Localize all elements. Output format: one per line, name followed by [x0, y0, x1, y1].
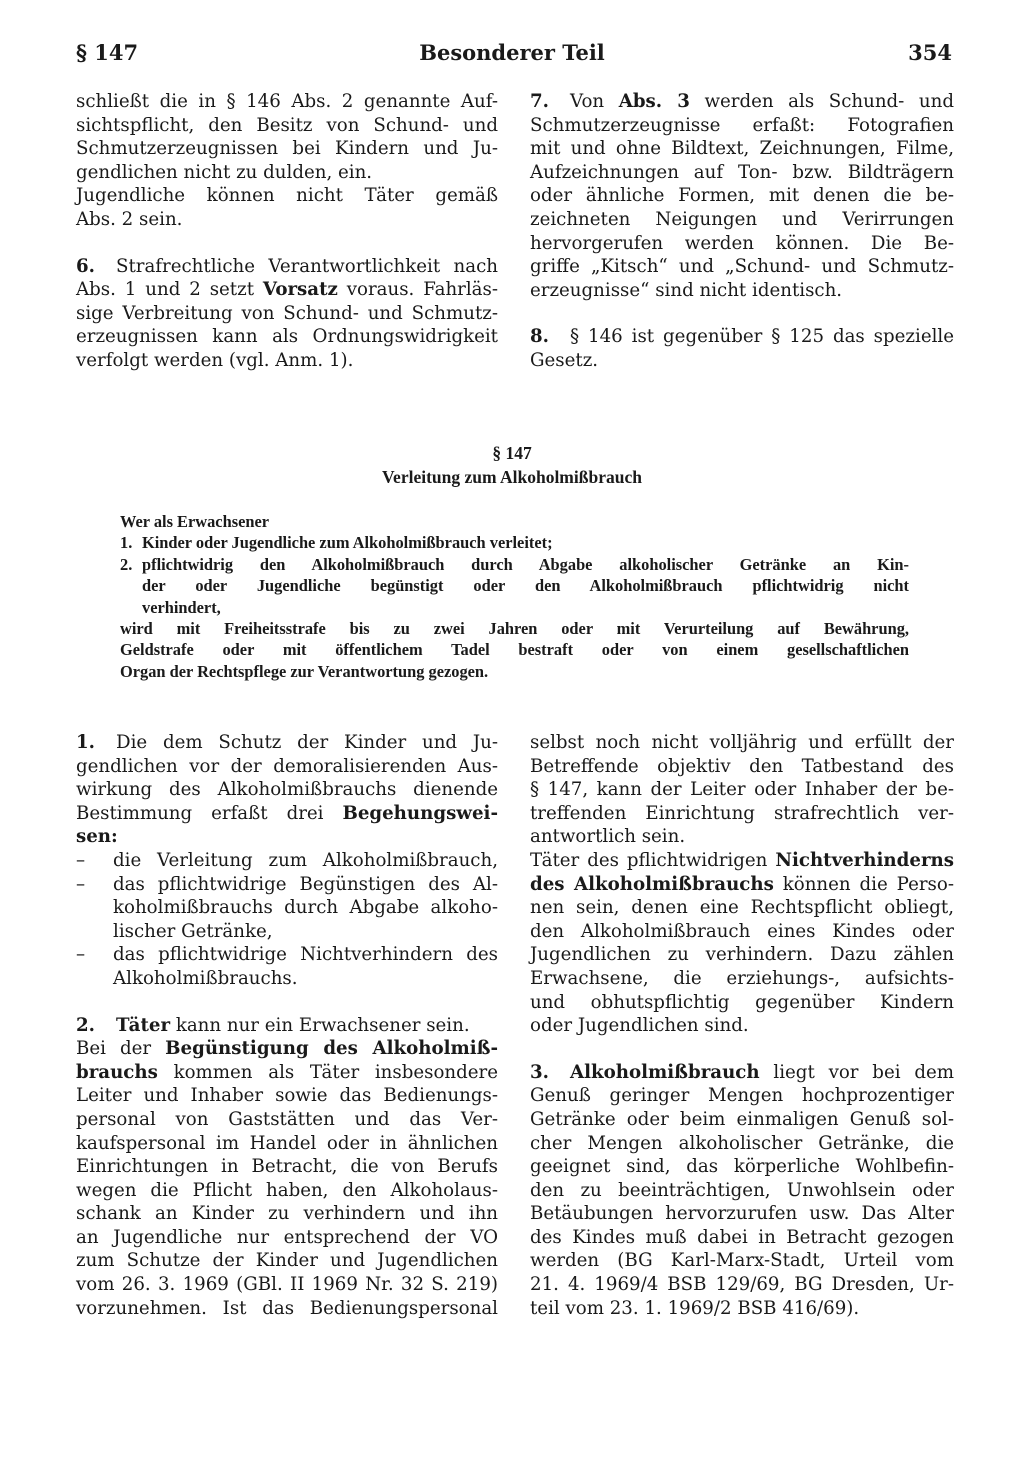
emphasis-term: Nichtverhinderns — [775, 849, 954, 871]
text-line: sichtspflicht, den Besitz von Schund- und — [76, 114, 498, 136]
text-line: vom 26. 3. 1969 (GBl. II 1969 Nr. 32 S. 219) — [76, 1274, 498, 1296]
text-line: vorzunehmen. Ist das Bedienungspersonal — [76, 1297, 498, 1319]
text-line: Organ der Rechtspflege zur Verantwortung gezogen. — [120, 661, 489, 681]
header-title: Besonderer Teil — [419, 40, 605, 65]
annotation-2: 2. Täter kann nur ein Erwachsener sein. Bei der Begünstigung des Alkoholmiß- brauchs kommen als Täter insbesondere Leiter und Inhaber sowie das Bedienungs- personal von Gaststätten und das Ver- kaufspersonal im Handel oder in ähnlichen Einrichtungen in Betracht, die von Berufs wegen die Pflicht haben, den Alkoholaus- schank an Kinder zu verhindern und ihn an Jugendliche nur entsprechend der VO zum Schutze der Kinder und Jugendlichen vom 26. 3. 1969 (GBl. II 1969 Nr. 32 S. 219) vorzunehmen. Ist das Bedienungspersonal — [76, 1014, 498, 1319]
text-line: personal von Gaststätten und das Ver- — [76, 1108, 498, 1130]
annotation-number: 2. — [76, 1014, 95, 1036]
text-line: oder Jugendlichen sind. — [530, 1015, 749, 1037]
item-number: 1. — [120, 533, 133, 553]
text-line: kaufspersonal im Handel oder in ähnlichen — [76, 1132, 498, 1154]
text-line: geeignet sind, das körperliche Wohlbefin- — [530, 1156, 954, 1178]
text-line: treffenden Einrichtung strafrechtlich ver- — [530, 802, 954, 824]
dash-item: – das pflichtwidrige Begünstigen des Al- — [76, 873, 498, 895]
text-line: Erwachsene, die erziehungs-, aufsichts- — [530, 967, 954, 989]
text-line: Betreffende objektiv den Tatbestand des — [530, 755, 954, 777]
emphasis-term: Täter — [116, 1014, 171, 1036]
text-line: zeichneten Neigungen und Verirrungen — [530, 208, 954, 230]
text-line: Einrichtungen in Betracht, die von Berufs — [76, 1156, 498, 1178]
section-title: Verleitung zum Alkoholmißbrauch — [382, 467, 642, 487]
statute-penalty — [120, 618, 909, 682]
text-line: den zu beeinträchtigen, Unwohlsein oder — [530, 1179, 954, 1201]
emphasis-term: Alkoholmißbrauch — [570, 1061, 760, 1083]
text-line: der oder Jugendliche begünstigt oder den Alkoholmißbrauch pflichtwidrig nicht — [142, 576, 909, 596]
text-line: zum Schutze der Kinder und Jugendlichen — [76, 1250, 498, 1272]
dash-item: – die Verleitung zum Alkoholmißbrauch, — [76, 849, 498, 871]
text-line: Geldstrafe oder mit öffentlichem Tadel bestraft oder von einem gesellschaftlichen — [120, 640, 909, 660]
text-line: gendlichen nicht zu dulden, ein. — [76, 161, 373, 183]
text-line: Betäubungen hervorzurufen usw. Das Alter — [530, 1203, 954, 1225]
section-heading — [0, 441, 1024, 489]
text-line: cher Mengen alkoholischer Getränke, die — [530, 1132, 954, 1154]
text-line: nen sein, denen eine Rechtspflicht obliegt, — [530, 897, 954, 919]
text-line: Alkoholmißbrauchs. — [113, 967, 298, 989]
text-line: Jugendlichen zu verhindern. Dazu zählen — [530, 944, 954, 966]
text-line: mit und ohne Bildtext, Zeichnungen, Filme, — [530, 138, 954, 160]
text-line: des Kindes muß dabei in Betracht gezogen — [530, 1226, 954, 1248]
text-line: griffe „Kitsch“ und „Schund- und Schmutz- — [530, 256, 954, 278]
section-number: § 147 — [492, 443, 532, 463]
text-line: pflichtwidrig den Alkoholmißbrauch durch Abgabe alkoholischer Getränke an Kin- — [142, 554, 909, 574]
text-line: selbst noch nicht volljährig und erfüllt der — [530, 732, 954, 753]
dash-item: – das pflichtwidrige Nichtverhindern des — [76, 944, 498, 966]
text-line: schank an Kinder zu verhindern und ihn — [76, 1203, 498, 1225]
item-text: Kinder oder Jugendliche zum Alkoholmißbrauch verleitet; — [142, 533, 553, 553]
text-line: Jugendliche können nicht Täter gemäß — [76, 185, 498, 207]
text-line: gendlichen vor der demoralisierenden Aus- — [76, 755, 498, 777]
text-line: Getränke oder beim einmaligen Genuß sol- — [530, 1108, 954, 1130]
statute-item-2 — [120, 554, 909, 618]
statute-text — [120, 511, 909, 682]
text-line: Schmutzerzeugnisse erfaßt: Fotografien — [530, 114, 954, 136]
paragraph-nonprevention: Täter des pflichtwidrigen Nichtverhinderns des Alkoholmißbrauchs können die Perso- nen sein, denen eine Rechtspflicht obliegt, den Alkoholmißbrauch eines Kindes oder Jugendlichen zu verhindern. Dazu zählen Erwachsene, die erziehungs-, aufsichts- und obhutspflichtig gegenüber Kindern oder Jugendlichen sind. — [530, 849, 954, 1037]
paragraph-continued — [76, 90, 498, 184]
annotation-3: 3. Alkoholmißbrauch liegt vor bei dem Genuß geringer Mengen hochprozentiger Getränke oder beim einmaligen Genuß sol- cher Mengen alkoholischer Getränke, die geeignet sind, das körperliche Wohlbefin- den zu beeinträchtigen, Unwohlsein oder Betäubungen hervorzurufen usw. Das Alter des Kindes muß dabei in Betracht gezogen werden (BG Karl-Marx-Stadt, Urteil vom 21. 4. 1969/4 BSB 129/69, BG Dresden, Ur- teil vom 23. 1. 1969/2 BSB 416/69). — [530, 1061, 954, 1319]
bottom-left-column — [76, 731, 498, 1320]
text-line: 21. 4. 1969/4 BSB 129/69, BG Dresden, Ur- — [530, 1274, 954, 1296]
header-section-number: § 147 — [76, 40, 139, 65]
text-line: wegen die Pflicht haben, den Alkoholaus- — [76, 1179, 498, 1201]
annotation-6: 6. Strafrechtliche Verantwortlichkeit nach Abs. 1 und 2 setzt Vorsatz voraus. Fahrläs- sige Verbreitung von Schund- und Schmutz- erzeugnissen kann als Ordnungswidrigkeit verfolgt werden (vgl. Anm. 1). — [76, 255, 498, 371]
text-line: koholmißbrauchs durch Abgabe alkoho- — [113, 897, 498, 919]
text-line: hervorgerufen werden können. Die Be- — [530, 232, 954, 254]
annotation-number: 1. — [76, 732, 95, 753]
statute-item-1 — [120, 532, 909, 553]
text-line: sige Verbreitung von Schund- und Schmutz- — [76, 302, 498, 324]
text-line: verfolgt werden (vgl. Anm. 1). — [76, 349, 354, 371]
annotation-7: 7. Von Abs. 3 werden als Schund- und Schmutzerzeugnisse erfaßt: Fotografien mit und ohne Bildtext, Zeichnungen, Filme, Aufzeichnungen auf Ton- bzw. Bildträgern oder ähnliche Formen, mit denen die be- zeichneten Neigungen und Verirrungen hervorgerufen werden können. Die Be- griffe „Kitsch“ und „Schund- und Schmutz- erzeugnisse“ sind nicht identisch. — [530, 91, 954, 301]
text-line: wirkung des Alkoholmißbrauchs dienende — [76, 779, 498, 801]
text-line: verhindert, — [142, 597, 221, 617]
text-line: Schmutzerzeugnissen bei Kindern und Ju- — [76, 138, 498, 160]
emphasis-term: Vorsatz — [262, 279, 338, 301]
annotation-number: 7. — [530, 91, 549, 112]
text-line: Abs. 2 sein. — [76, 208, 183, 230]
annotation-number: 3. — [530, 1061, 549, 1083]
text-line: schließt die in § 146 Abs. 2 genannte Auf- — [76, 91, 498, 112]
text-line: antwortlich sein. — [530, 826, 686, 848]
emphasis-term: Begünstigung des Alkoholmiß- — [165, 1038, 498, 1060]
text-line: den Alkoholmißbrauch eines Kindes oder — [530, 920, 954, 942]
text-line: werden (BG Karl-Marx-Stadt, Urteil vom — [530, 1250, 954, 1272]
text-line: Strafrechtliche Verantwortlichkeit nach — [116, 255, 498, 277]
text-line: oder ähnliche Formen, mit denen die be- — [530, 185, 954, 207]
statute-intro: Wer als Erwachsener — [120, 512, 270, 531]
text-line: wird mit Freiheitsstrafe bis zu zwei Jahren oder mit Verurteilung auf Bewährung, — [120, 619, 909, 639]
emphasis-term: Begehungswei- — [342, 802, 498, 824]
paragraph-youth-note — [76, 184, 498, 231]
text-line: an Jugendliche nur entsprechend der VO — [76, 1226, 498, 1248]
item-number: 2. — [120, 554, 133, 574]
text-line: lischer Getränke, — [113, 920, 273, 942]
bottom-right-column — [530, 731, 954, 1320]
top-right-column — [530, 90, 954, 373]
page-number: 354 — [908, 40, 952, 65]
text-line: Gesetz. — [530, 349, 599, 371]
annotation-8: 8. § 146 ist gegenüber § 125 das spezielle Gesetz. — [530, 326, 954, 371]
text-line: Aufzeichnungen auf Ton- bzw. Bildträgern — [530, 161, 954, 183]
text-line: teil vom 23. 1. 1969/2 BSB 416/69). — [530, 1297, 860, 1319]
annotation-1: 1. Die dem Schutz der Kinder und Ju- gendlichen vor der demoralisierenden Aus- wirkung des Alkoholmißbrauchs dienende Bestimmung erfaßt drei Begehungswei- sen: – die Verleitung zum Alkoholmißbrauch, – das pflichtwidrige Begünstigen des Al- koholmißbrauchs durch Abgabe alkoho- lischer Getränke, – das pflichtwidrige Nichtverhindern des Alkoholmißbrauchs. — [76, 732, 498, 989]
text-line: erzeugnissen kann als Ordnungswidrigkeit — [76, 326, 498, 348]
emphasis-term: sen: — [76, 826, 118, 848]
text-line: Genuß geringer Mengen hochprozentiger — [530, 1085, 954, 1107]
emphasis-term: Abs. 3 — [618, 91, 690, 112]
emphasis-term: des Alkoholmißbrauchs — [530, 873, 774, 895]
annotation-number: 6. — [76, 255, 95, 277]
text-line: § 147, kann der Leiter oder Inhaber der be- — [530, 779, 954, 801]
text-line: Leiter und Inhaber sowie das Bedienungs- — [76, 1085, 498, 1107]
paragraph-continued — [530, 731, 954, 849]
annotation-number: 8. — [530, 326, 549, 348]
text-line: erzeugnisse“ sind nicht identisch. — [530, 279, 843, 301]
text-line: und obhutspflichtig gegenüber Kindern — [530, 991, 954, 1013]
top-left-column — [76, 90, 498, 373]
emphasis-term: brauchs — [76, 1061, 158, 1083]
